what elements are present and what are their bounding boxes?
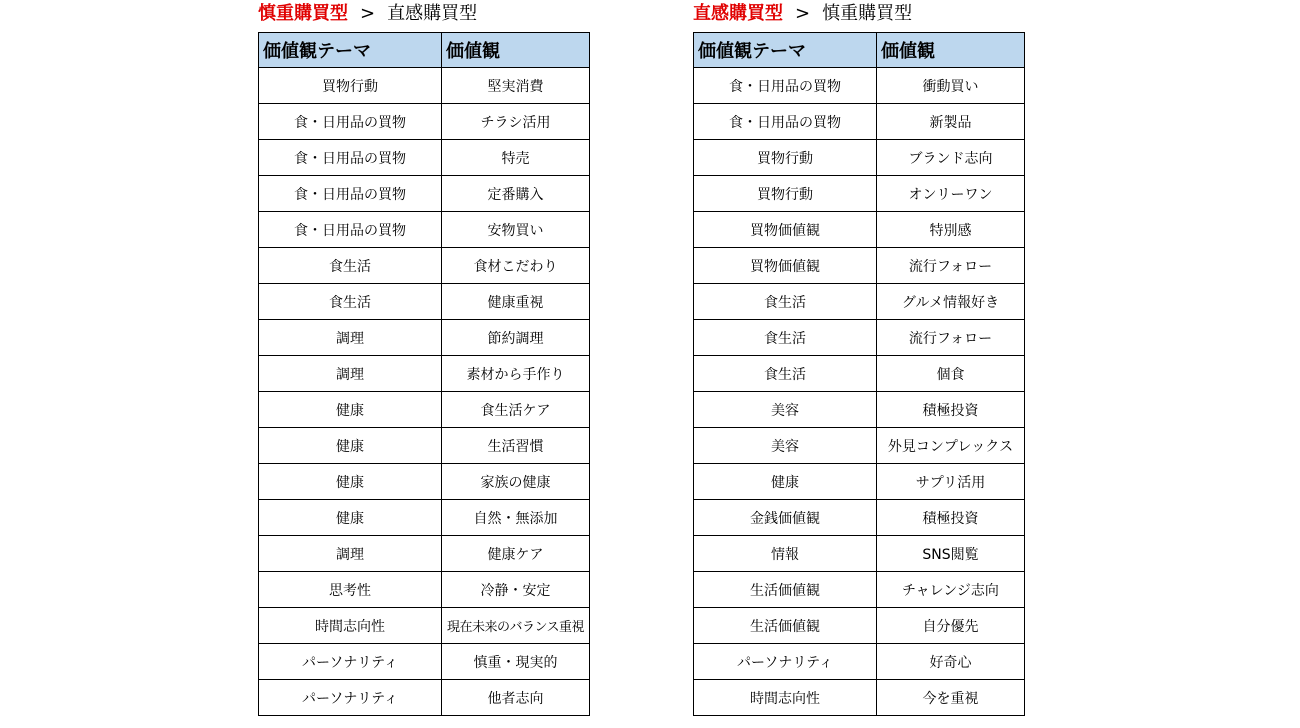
table-row: [694, 356, 1025, 392]
theme-cell: 情報: [694, 536, 877, 572]
right-heading-rest: 慎重購買型: [822, 3, 913, 24]
right-header-theme: 価値観テーマ: [694, 33, 877, 68]
right-table: [693, 32, 1025, 716]
table-row: [694, 428, 1025, 464]
theme-cell: 食・日用品の買物: [259, 140, 442, 176]
table-row: [694, 284, 1025, 320]
value-cell: 家族の健康: [442, 464, 590, 500]
value-cell: 流行フォロー: [877, 248, 1025, 284]
table-row: [259, 320, 590, 356]
value-cell: 衝動買い: [877, 68, 1025, 104]
value-cell: 生活習慣: [442, 428, 590, 464]
table-row: [259, 572, 590, 608]
theme-cell: 調理: [259, 320, 442, 356]
value-cell: 積極投資: [877, 392, 1025, 428]
table-row: [259, 644, 590, 680]
table-row: [259, 176, 590, 212]
table-row: [694, 500, 1025, 536]
value-cell: オンリーワン: [877, 176, 1025, 212]
table-row: [694, 104, 1025, 140]
table-row: [259, 356, 590, 392]
value-cell: 流行フォロー: [877, 320, 1025, 356]
theme-cell: 美容: [694, 428, 877, 464]
theme-cell: パーソナリティ: [694, 644, 877, 680]
theme-cell: 思考性: [259, 572, 442, 608]
theme-cell: 食・日用品の買物: [694, 104, 877, 140]
theme-cell: 食生活: [694, 320, 877, 356]
theme-cell: 買物行動: [694, 140, 877, 176]
theme-cell: 調理: [259, 356, 442, 392]
value-cell: ブランド志向: [877, 140, 1025, 176]
theme-cell: 買物行動: [259, 68, 442, 104]
theme-cell: 健康: [259, 428, 442, 464]
value-cell: 新製品: [877, 104, 1025, 140]
value-cell: 現在未来のバランス重視: [442, 608, 590, 644]
table-row: [259, 500, 590, 536]
value-cell: 安物買い: [442, 212, 590, 248]
theme-cell: 食生活: [694, 284, 877, 320]
theme-cell: 金銭価値観: [694, 500, 877, 536]
theme-cell: 健康: [259, 500, 442, 536]
value-cell: 健康重視: [442, 284, 590, 320]
left-header-value: 価値観: [442, 33, 590, 68]
table-row: [259, 680, 590, 716]
value-cell: チラシ活用: [442, 104, 590, 140]
table-row: [694, 68, 1025, 104]
theme-cell: パーソナリティ: [259, 644, 442, 680]
value-cell: 慎重・現実的: [442, 644, 590, 680]
theme-cell: 買物行動: [694, 176, 877, 212]
theme-cell: 生活価値観: [694, 608, 877, 644]
table-row: [694, 392, 1025, 428]
table-row: [694, 680, 1025, 716]
theme-cell: 健康: [259, 464, 442, 500]
value-cell: 自分優先: [877, 608, 1025, 644]
table-row: [259, 536, 590, 572]
value-cell: 特別感: [877, 212, 1025, 248]
value-cell: 外見コンプレックス: [877, 428, 1025, 464]
value-cell: 自然・無添加: [442, 500, 590, 536]
table-row: [259, 104, 590, 140]
value-cell: チャレンジ志向: [877, 572, 1025, 608]
table-row: [694, 140, 1025, 176]
value-cell: サプリ活用: [877, 464, 1025, 500]
theme-cell: 生活価値観: [694, 572, 877, 608]
value-cell: 定番購入: [442, 176, 590, 212]
value-cell: 堅実消費: [442, 68, 590, 104]
table-row: [259, 284, 590, 320]
table-row: [259, 608, 590, 644]
theme-cell: 時間志向性: [694, 680, 877, 716]
theme-cell: 時間志向性: [259, 608, 442, 644]
value-cell: 素材から手作り: [442, 356, 590, 392]
table-row: [259, 140, 590, 176]
left-heading-rest: 直感購買型: [387, 3, 478, 24]
table-row: [694, 212, 1025, 248]
value-cell: SNS閲覧: [877, 536, 1025, 572]
table-row: [694, 176, 1025, 212]
theme-cell: 食・日用品の買物: [259, 176, 442, 212]
table-row: [259, 392, 590, 428]
value-cell: 好奇心: [877, 644, 1025, 680]
theme-cell: 食・日用品の買物: [694, 68, 877, 104]
left-block: [258, 0, 590, 716]
value-cell: 食生活ケア: [442, 392, 590, 428]
left-table: [258, 32, 590, 716]
value-cell: 積極投資: [877, 500, 1025, 536]
value-cell: 他者志向: [442, 680, 590, 716]
theme-cell: 食・日用品の買物: [259, 212, 442, 248]
theme-cell: 食生活: [259, 248, 442, 284]
value-cell: 個食: [877, 356, 1025, 392]
theme-cell: 買物価値観: [694, 248, 877, 284]
theme-cell: 食生活: [259, 284, 442, 320]
left-table-header-row: [259, 33, 590, 68]
theme-cell: 食生活: [694, 356, 877, 392]
table-row: [694, 536, 1025, 572]
value-cell: 食材こだわり: [442, 248, 590, 284]
right-heading-highlight: 直感購買型: [693, 3, 783, 24]
table-row: [259, 248, 590, 284]
table-row: [259, 212, 590, 248]
table-row: [259, 428, 590, 464]
value-cell: 冷静・安定: [442, 572, 590, 608]
theme-cell: 調理: [259, 536, 442, 572]
value-cell: 健康ケア: [442, 536, 590, 572]
value-cell: グルメ情報好き: [877, 284, 1025, 320]
right-heading-separator: >: [795, 3, 811, 24]
value-cell: 特売: [442, 140, 590, 176]
theme-cell: パーソナリティ: [259, 680, 442, 716]
right-table-header-row: [694, 33, 1025, 68]
table-row: [694, 572, 1025, 608]
theme-cell: 買物価値観: [694, 212, 877, 248]
theme-cell: 健康: [259, 392, 442, 428]
theme-cell: 健康: [694, 464, 877, 500]
left-heading-separator: >: [360, 3, 376, 24]
table-row: [694, 320, 1025, 356]
table-row: [694, 464, 1025, 500]
theme-cell: 食・日用品の買物: [259, 104, 442, 140]
table-row: [694, 644, 1025, 680]
right-heading: [693, 0, 1025, 32]
left-heading-highlight: 慎重購買型: [258, 3, 348, 24]
table-row: [259, 68, 590, 104]
left-header-theme: 価値観テーマ: [259, 33, 442, 68]
value-cell: 今を重視: [877, 680, 1025, 716]
left-heading: [258, 0, 590, 32]
theme-cell: 美容: [694, 392, 877, 428]
value-cell: 節約調理: [442, 320, 590, 356]
table-row: [694, 608, 1025, 644]
table-row: [259, 464, 590, 500]
right-header-value: 価値観: [877, 33, 1025, 68]
table-row: [694, 248, 1025, 284]
right-block: [693, 0, 1025, 716]
